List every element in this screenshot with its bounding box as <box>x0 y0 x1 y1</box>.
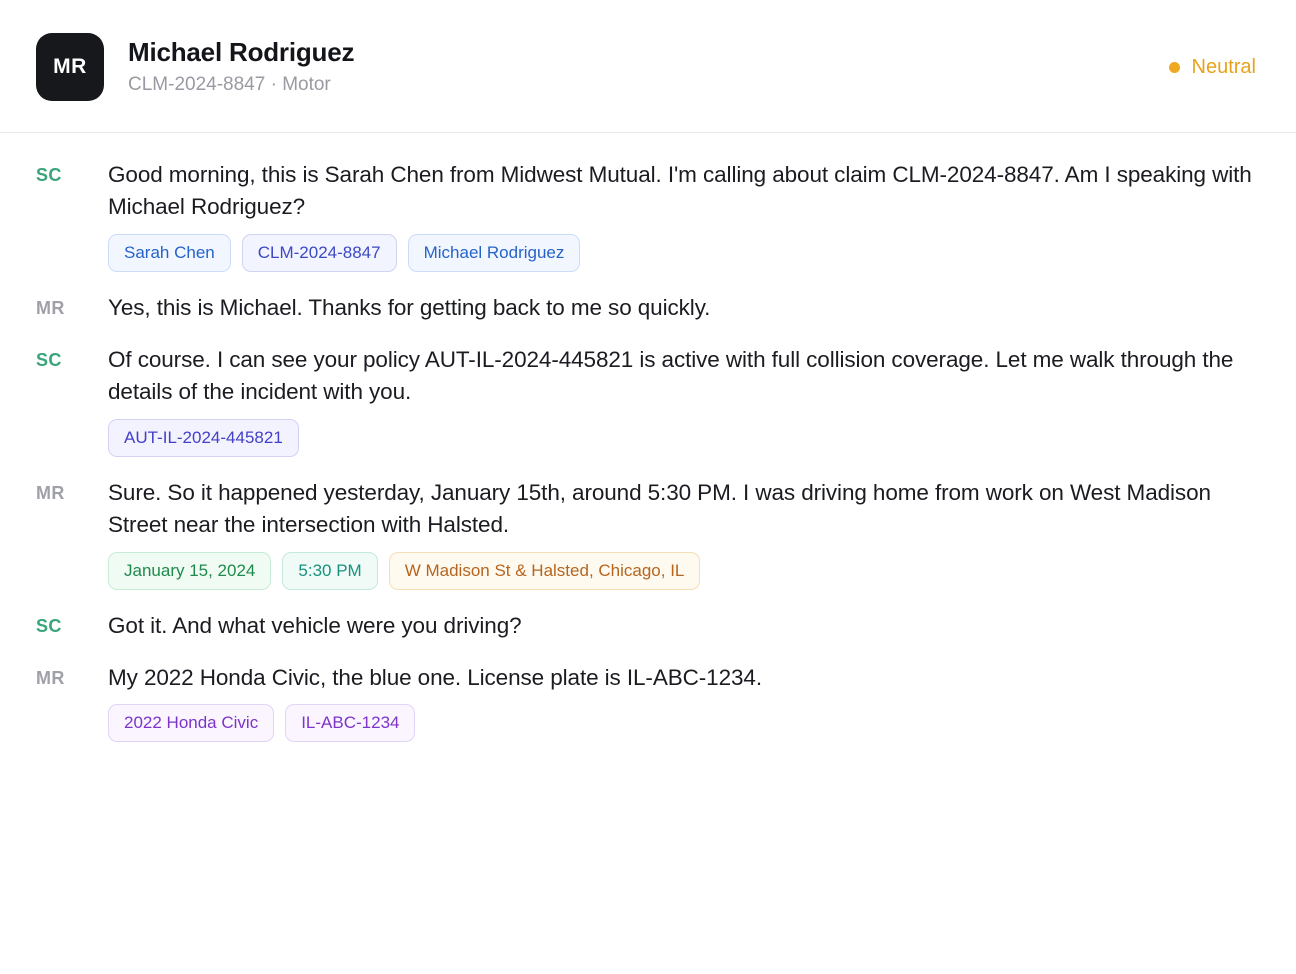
turn-body <box>108 477 1264 590</box>
entity-chip-list <box>108 234 1264 272</box>
claim-header <box>0 0 1296 133</box>
transcript-turn <box>36 610 1264 642</box>
speaker-initials: SC <box>36 165 62 185</box>
turn-body <box>108 292 1264 324</box>
transcript-turn <box>36 662 1264 743</box>
entity-chip-policy[interactable]: AUT-IL-2024-445821 <box>108 419 299 457</box>
entity-chip-location[interactable]: W Madison St & Halsted, Chicago, IL <box>389 552 701 590</box>
entity-chip-person[interactable]: Michael Rodriguez <box>408 234 581 272</box>
transcript-list <box>0 133 1296 780</box>
turn-body <box>108 344 1264 457</box>
turn-body <box>108 662 1264 743</box>
utterance-text: My 2022 Honda Civic, the blue one. License plate is IL-ABC-1234. <box>108 664 762 690</box>
utterance-text: Good morning, this is Sarah Chen from Midwest Mutual. I'm calling about claim CLM-2024-8847. Am I speaking with Michael Rodriguez? <box>108 162 1252 219</box>
utterance-text: Sure. So it happened yesterday, January 15th, around 5:30 PM. I was driving home from work on West Madison Street near the intersection with Halsted. <box>108 479 1211 537</box>
claim-subtitle: CLM-2024-8847 · Motor <box>128 73 331 95</box>
avatar: MR <box>36 33 104 101</box>
speaker-initials: MR <box>36 482 65 503</box>
speaker-initials: SC <box>36 349 62 370</box>
utterance-text: Got it. And what vehicle were you driving? <box>108 612 522 638</box>
utterance-text: Of course. I can see your policy AUT-IL-2024-445821 is active with full collision coverage. Let me walk through the details of the incident with you. <box>108 346 1234 404</box>
entity-chip-person[interactable]: Sarah Chen <box>108 234 231 272</box>
transcript-turn <box>36 292 1264 324</box>
status-badge-label: Neutral <box>1191 55 1256 78</box>
speaker-initials: MR <box>36 297 65 318</box>
transcript-turn <box>36 344 1264 457</box>
turn-body <box>108 610 1264 642</box>
status-dot-icon <box>1169 62 1180 73</box>
entity-chip-vehicle[interactable]: 2022 Honda Civic <box>108 704 274 742</box>
speaker-initials: MR <box>36 667 65 688</box>
entity-chip-plate[interactable]: IL-ABC-1234 <box>285 704 415 742</box>
speaker-initials: SC <box>36 615 62 636</box>
entity-chip-claim[interactable]: CLM-2024-8847 <box>242 234 397 272</box>
utterance-text: Yes, this is Michael. Thanks for getting back to me so quickly. <box>108 294 711 320</box>
entity-chip-date[interactable]: January 15, 2024 <box>108 552 271 590</box>
page-title: Michael Rodriguez <box>128 37 355 68</box>
claim-header-text <box>128 36 354 97</box>
transcript-turn <box>36 159 1264 272</box>
entity-chip-list <box>108 419 1264 457</box>
entity-chip-time[interactable]: 5:30 PM <box>282 552 377 590</box>
status-badge <box>1169 56 1264 79</box>
transcript-turn <box>36 477 1264 590</box>
entity-chip-list <box>108 552 1264 590</box>
entity-chip-list <box>108 704 1264 742</box>
turn-body <box>108 159 1264 272</box>
